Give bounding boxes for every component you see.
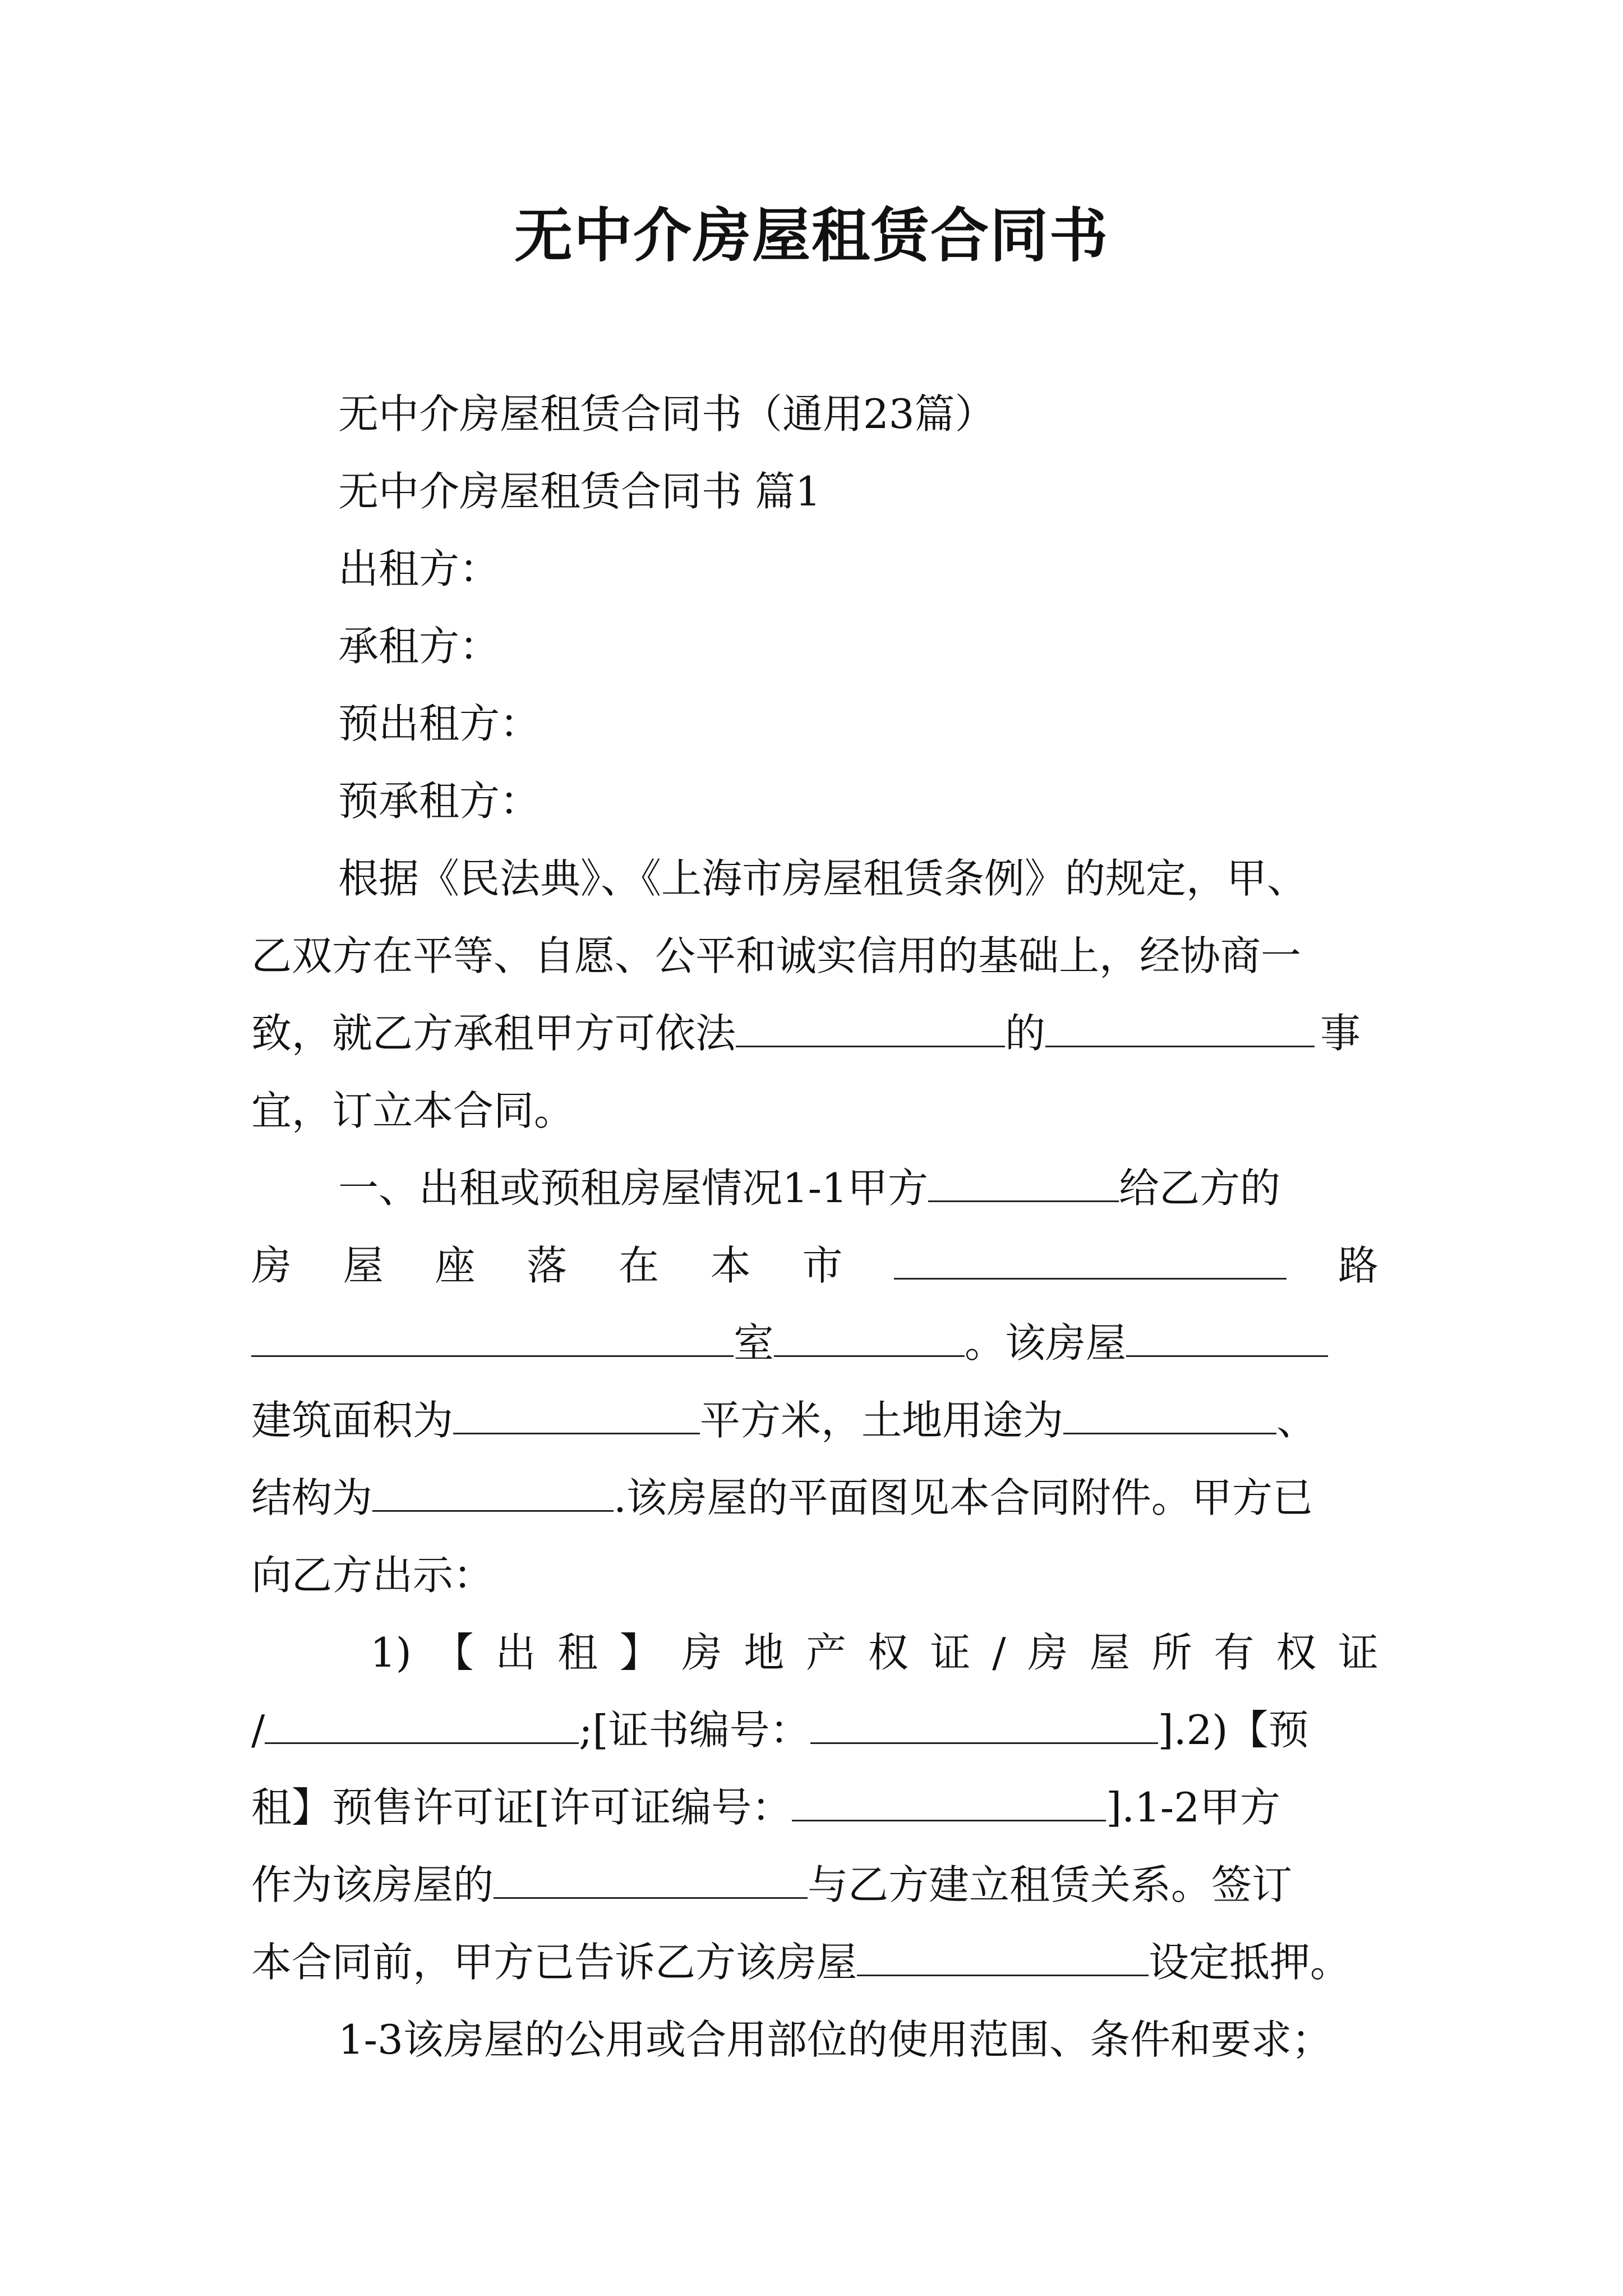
blank-field — [736, 1011, 1005, 1047]
para3-line3-text-b: ].1-2甲方 — [1106, 1784, 1281, 1831]
char: 市 — [802, 1242, 843, 1289]
blank-field — [928, 1166, 1119, 1202]
blank-field — [810, 1708, 1158, 1744]
para2-line3-text-a: 室 — [734, 1319, 774, 1366]
blank-field — [1045, 1011, 1315, 1047]
para3-line3-text-a: 租】预售许可证[许可证编号： — [251, 1784, 792, 1831]
pre-lessor-label: 预出租方： — [338, 700, 541, 747]
word: 地 — [744, 1629, 785, 1676]
word: / — [992, 1629, 1006, 1676]
blank-field — [894, 1243, 1287, 1280]
para3-line4 — [251, 1857, 1378, 1913]
word: 1) — [370, 1629, 412, 1676]
para2-line5-text-a: 结构为 — [251, 1474, 373, 1521]
char: 路 — [1338, 1242, 1378, 1289]
para3-line1 — [370, 1625, 1378, 1681]
para2-line4-text-c: 、 — [1276, 1397, 1317, 1444]
para1-line4: 宜，订立本合同。 — [251, 1087, 575, 1134]
blank-field — [1063, 1398, 1276, 1434]
blank-field — [792, 1785, 1106, 1821]
blank-field — [1126, 1320, 1328, 1357]
subtitle: 无中介房屋租赁合同书（通用23篇） — [338, 390, 995, 438]
char: 座 — [435, 1242, 476, 1289]
blank-field — [494, 1862, 808, 1899]
char: 落 — [527, 1242, 568, 1289]
para1-line3-text-b: 的 — [1005, 1010, 1046, 1057]
blank-field — [453, 1398, 700, 1434]
para3-line5-text-a: 本合同前，甲方已告诉乙方该房屋 — [251, 1939, 857, 1986]
para2-line6: 向乙方出示： — [251, 1552, 494, 1599]
blank-field — [251, 1320, 734, 1357]
blank-field — [372, 1475, 614, 1512]
pre-lessee-label: 预承租方： — [338, 777, 541, 825]
para4-line1: 1-3该房屋的公用或合用部位的使用范围、条件和要求； — [338, 2016, 1332, 2063]
para2-line2 — [251, 1237, 1378, 1294]
word: 证 — [930, 1629, 971, 1676]
para2-line1-text-b: 给乙方的 — [1118, 1165, 1280, 1212]
para2-line4-text-a: 建筑面积为 — [251, 1397, 454, 1444]
para2-line3-text-b: 。该房屋 — [965, 1319, 1127, 1366]
para3-line2-text-b: ;[证书编号： — [579, 1706, 810, 1754]
blank-field — [265, 1708, 579, 1744]
para3-line5-text-b: 设定抵押。 — [1149, 1939, 1351, 1986]
char: 本 — [710, 1242, 751, 1289]
para2-line1-text-a: 一、出租或预租房屋情况1-1甲方 — [338, 1165, 928, 1212]
para3-line3 — [251, 1779, 1378, 1835]
char: 房 — [251, 1242, 292, 1289]
para3-line2-text-c: ].2)【预 — [1158, 1706, 1309, 1754]
document-title: 无中介房屋租赁合同书 — [514, 201, 1109, 270]
para2-line4 — [251, 1392, 1378, 1448]
para2-line5 — [251, 1470, 1378, 1526]
word: 权 — [1276, 1629, 1317, 1676]
para1-line2: 乙双方在平等、自愿、公平和诚实信用的基础上，经协商一 — [251, 932, 1302, 979]
word: 权 — [868, 1629, 909, 1676]
word: 【 — [433, 1629, 474, 1676]
para1-line3 — [251, 1005, 1378, 1061]
section-heading: 无中介房屋租赁合同书 篇1 — [338, 468, 821, 515]
word: 产 — [806, 1629, 847, 1676]
para2-line1 — [338, 1160, 1378, 1216]
word: 租 — [557, 1629, 598, 1676]
word: 房 — [681, 1629, 722, 1676]
char: 在 — [619, 1242, 660, 1289]
para1-line3-text-a: 致，就乙方承租甲方可依法 — [251, 1010, 736, 1057]
para2-line4-text-b: 平方米，土地用途为 — [700, 1397, 1064, 1444]
para3-line4-text-a: 作为该房屋的 — [251, 1861, 494, 1908]
lessee-label: 承租方： — [338, 623, 500, 670]
word: 】 — [619, 1629, 660, 1676]
para1-line1: 根据《民法典》、《上海市房屋租赁条例》的规定，甲、 — [338, 855, 1308, 902]
word: 有 — [1214, 1629, 1255, 1676]
char: 屋 — [343, 1242, 384, 1289]
para3-line5 — [251, 1934, 1378, 1990]
para3-line2-text-a: / — [251, 1706, 265, 1754]
para1-line3-text-c: 事 — [1320, 1010, 1361, 1057]
word: 所 — [1151, 1629, 1192, 1676]
para3-line2 — [251, 1702, 1378, 1758]
blank-field — [857, 1940, 1149, 1976]
word: 房 — [1027, 1629, 1068, 1676]
word: 证 — [1338, 1629, 1378, 1676]
para2-line5-text-b: .该房屋的平面图见本合同附件。甲方已 — [614, 1474, 1313, 1521]
blank-field — [774, 1320, 965, 1357]
word: 出 — [495, 1629, 536, 1676]
para3-line4-text-b: 与乙方建立租赁关系。签订 — [808, 1861, 1293, 1908]
para2-line3 — [251, 1315, 1378, 1371]
word: 屋 — [1089, 1629, 1130, 1676]
lessor-label: 出租方： — [338, 545, 500, 592]
